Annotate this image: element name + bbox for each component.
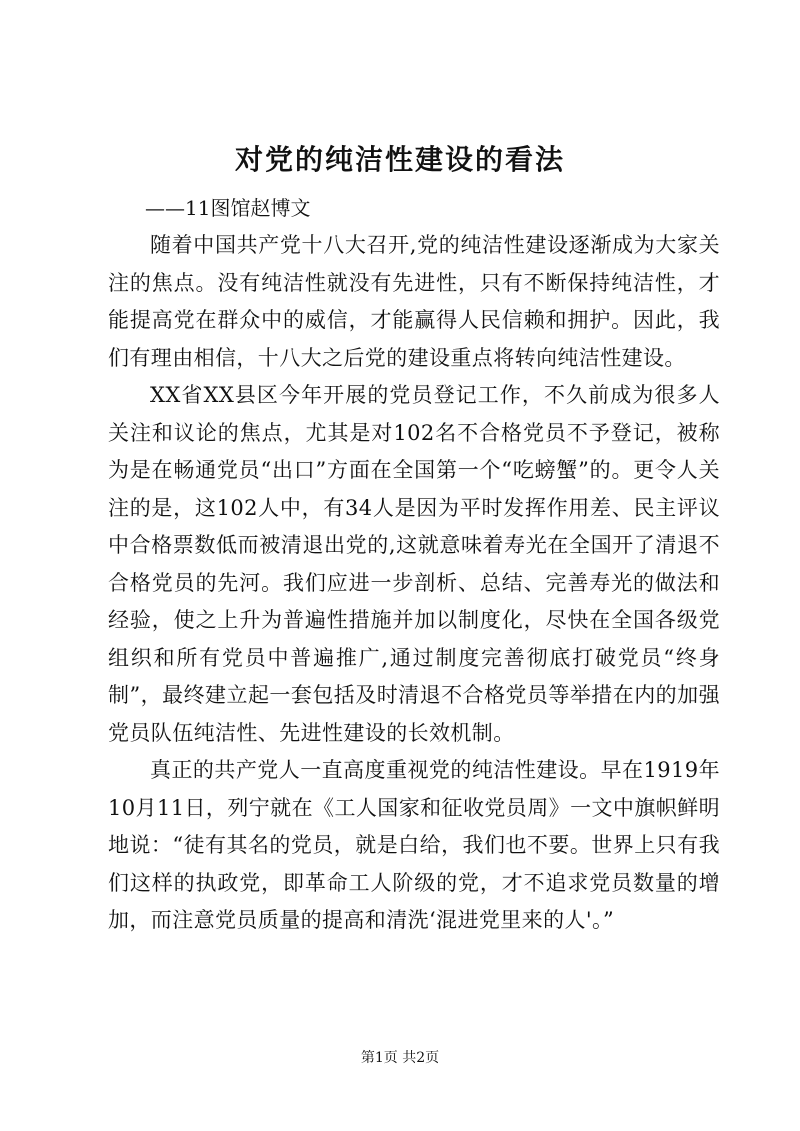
author-line: ——11图馆赵博文: [145, 196, 311, 220]
paragraph: 真正的共产党人一直高度重视党的纯洁性建设。早在1919年10月11日，列宁就在《工人国家和征收党员周》一文中旗帜鲜明地说：“徒有其名的党员，就是白给，我们也不要。世界上只有我们这样的执政党，即革命工人阶级的党，才不追求党员数量的增加，而注意党员质量的提高和清洗‘混进党里来的人'。”: [108, 758, 720, 932]
paragraph: XX省XX县区今年开展的党员登记工作，不久前成为很多人关注和议论的焦点，尤其是对102名不合格党员不予登记，被称为是在畅通党员“出口”方面在全国第一个“吃螃蟹”的。更令人关注的是，这102人中，有34人是因为平时发挥作用差、民主评议中合格票数低而被清退出党的,这就意味着寿光在全国开了清退不合格党员的先河。我们应进一步剖析、总结、完善寿光的做法和经验，使之上升为普遍性措施并加以制度化，尽快在全国各级党组织和所有党员中普遍推广,通过制度完善彻底打破党员“终身制”，最终建立起一套包括及时清退不合格党员等举措在内的加强党员队伍纯洁性、先进性建设的长效机制。: [108, 383, 720, 745]
paragraph: 随着中国共产党十八大召开,党的纯洁性建设逐渐成为大家关注的焦点。没有纯洁性就没有先进性，只有不断保持纯洁性，才能提高党在群众中的威信，才能赢得人民信赖和拥护。因此，我们有理由相信，十八大之后党的建设重点将转向纯洁性建设。: [108, 233, 720, 370]
page-footer: 第1页 共2页: [360, 1050, 440, 1066]
document-body: [108, 227, 720, 940]
document-title: 对党的纯洁性建设的看法: [234, 143, 565, 176]
